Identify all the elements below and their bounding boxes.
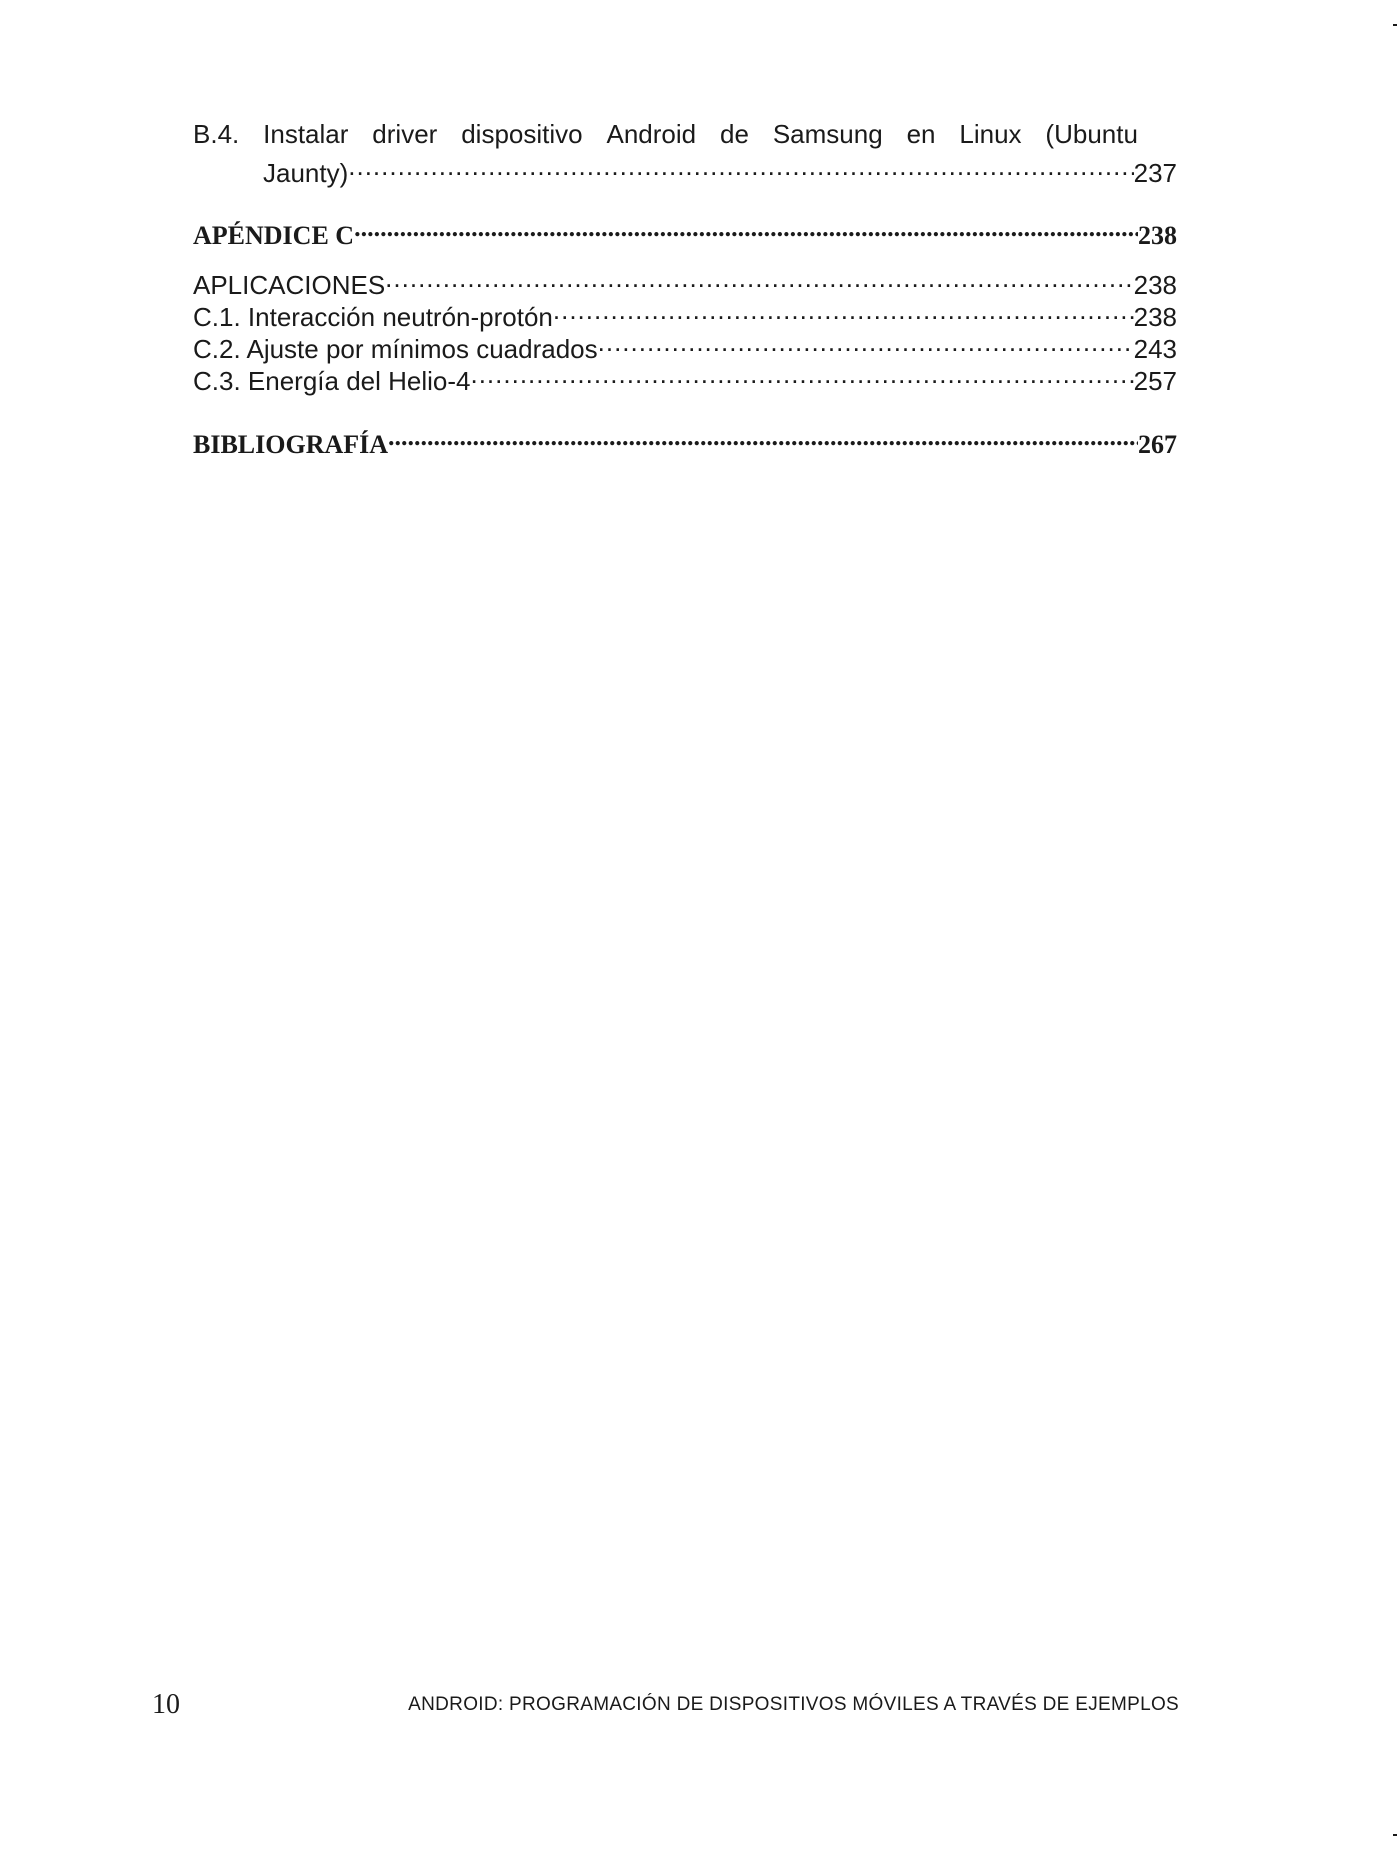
toc-heading-title: BIBLIOGRAFÍA <box>193 430 389 459</box>
toc-heading-appendix-c[interactable] <box>193 212 1177 250</box>
toc-entry-page: 257 <box>1133 366 1177 396</box>
dot-leader <box>354 212 1138 244</box>
toc-heading-page: 267 <box>1138 430 1177 459</box>
dot-leader <box>553 294 1134 326</box>
toc-entry-b4-second-line <box>193 150 1177 188</box>
table-of-contents <box>193 118 1177 459</box>
toc-entry-word: de <box>720 119 749 149</box>
dot-leader <box>388 421 1138 453</box>
toc-entry-c1[interactable] <box>193 294 1177 332</box>
toc-entry-word: en <box>906 119 936 149</box>
toc-heading-title: APÉNDICE C <box>193 221 355 250</box>
toc-entry-word: driver <box>372 119 438 149</box>
toc-entry-word: Linux <box>959 119 1022 149</box>
toc-entry-word: Samsung <box>772 119 883 149</box>
toc-entry-word: (Ubuntu <box>1045 119 1138 149</box>
toc-entry-page: 243 <box>1133 334 1177 364</box>
toc-entry-title: Jaunty) <box>263 158 349 188</box>
dot-leader <box>470 358 1133 390</box>
toc-entry-c3[interactable] <box>193 358 1177 396</box>
toc-entry-page: 238 <box>1133 302 1177 332</box>
toc-entry-c2[interactable] <box>193 326 1177 364</box>
toc-entry-title: APLICACIONES <box>193 270 386 300</box>
toc-entry-page: 237 <box>1133 158 1177 188</box>
running-footer-title: ANDROID: PROGRAMACIÓN DE DISPOSITIVOS MÓVILES A TRAVÉS DE EJEMPLOS <box>408 1694 1179 1715</box>
crop-mark-top <box>1393 24 1397 26</box>
toc-entry-title: C.3. Energía del Helio-4 <box>193 366 471 396</box>
toc-heading-page: 238 <box>1138 221 1177 250</box>
toc-entry-word: Android <box>606 119 697 149</box>
toc-entry-title: C.1. Interacción neutrón-protón <box>193 302 553 332</box>
page-number: 10 <box>152 1689 180 1720</box>
crop-mark-bottom <box>1393 1834 1397 1836</box>
dot-leader <box>348 150 1133 182</box>
dot-leader <box>385 262 1133 294</box>
toc-entry-b4[interactable] <box>193 118 1177 188</box>
toc-entry-b4-first-line <box>193 118 1138 150</box>
toc-heading-bibliography[interactable] <box>193 421 1177 459</box>
toc-entry-word: Instalar <box>263 119 349 149</box>
toc-entry-aplicaciones[interactable] <box>193 262 1177 300</box>
toc-entry-title: C.2. Ajuste por mínimos cuadrados <box>193 334 598 364</box>
toc-entry-number: B.4. <box>193 119 240 149</box>
toc-entry-word: dispositivo <box>461 119 583 149</box>
dot-leader <box>598 326 1134 358</box>
toc-entry-page: 238 <box>1133 270 1177 300</box>
